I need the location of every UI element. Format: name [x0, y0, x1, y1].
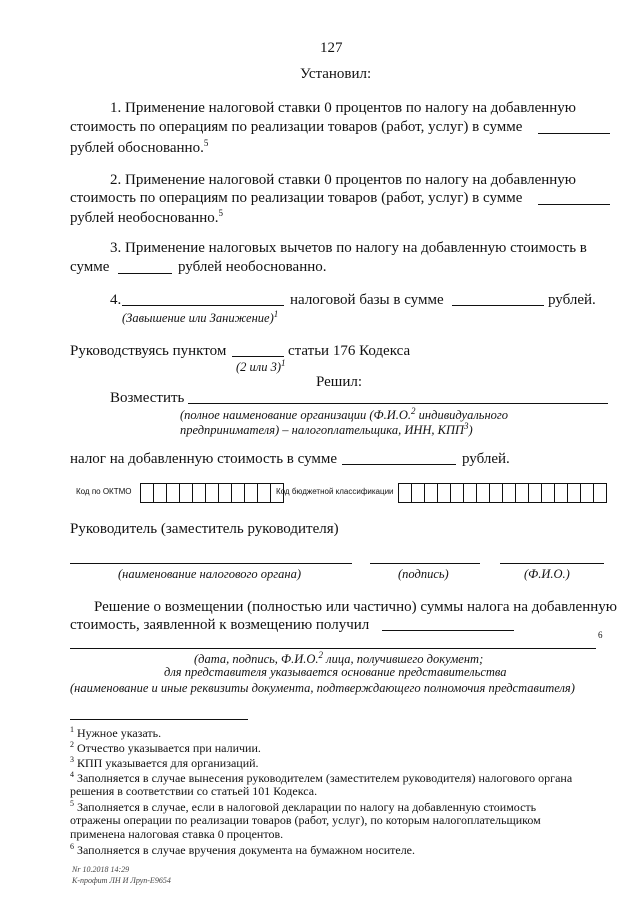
- signature-field[interactable]: [370, 563, 480, 564]
- footnote-4-line1: $^4$ Заполняется в случае вынесения руководителем (заместителем руководителя) налогового органа: [70, 770, 573, 785]
- guided-text: Руководствуясь пунктом: [70, 343, 227, 359]
- receipt-line1: Решение о возмещении (полностью или частично) суммы налога на добавленную: [94, 599, 617, 615]
- receipt-hint1: (дата, подпись, Ф.И.О.$^2$ лица, получившего документ;: [194, 650, 484, 667]
- vat-rub: рублей.: [462, 451, 510, 467]
- item1-line3: рублей обоснованно.$^5$: [70, 138, 209, 156]
- kbk-label: Код бюджетной классификации: [276, 487, 394, 496]
- item2-line2: стоимость по операциям по реализации товаров (работ, услуг) в сумме: [70, 190, 523, 206]
- receipt-hint2: для представителя указывается основание представительства: [164, 665, 507, 679]
- footnote-separator: [70, 719, 248, 720]
- receipt-footnote-mark: 6: [598, 630, 603, 640]
- footnote-1: $^1$ Нужное указать.: [70, 725, 162, 740]
- guided-hint: (2 или 3)$^1$: [236, 358, 286, 375]
- refund-hint-line1: (полное наименование организации (Ф.И.О.$^2$ индивидуального: [180, 406, 509, 423]
- item2-line3: рублей необоснованно.$^5$: [70, 208, 224, 226]
- vat-text: налог на добавленную стоимость в сумме: [70, 451, 338, 467]
- footnote-2: $^2$ Отчество указывается при наличии.: [70, 740, 261, 755]
- org-name-hint: (наименование налогового органа): [118, 567, 301, 581]
- item3-line2-tail: рублей необоснованно.: [178, 259, 327, 275]
- head-label: Руководитель (заместитель руководителя): [70, 521, 339, 537]
- item3-line1: 3. Применение налоговых вычетов по налогу на добавленную стоимость в: [110, 240, 587, 256]
- footnote-5-line1: $^5$ Заполняется в случае, если в налоговой декларации по налогу на добавленную стоимость: [70, 799, 537, 814]
- footnote-3: $^3$ КПП указывается для организаций.: [70, 755, 259, 770]
- refund-label: Возместить: [110, 390, 185, 406]
- item4-hint: (Завышение или Занижение)$^1$: [122, 309, 279, 326]
- item4-text: налоговой базы в сумме: [290, 292, 444, 308]
- receipt-details-field[interactable]: [70, 648, 596, 649]
- guided-point-field[interactable]: [232, 356, 284, 357]
- guided-article: статьи 176 Кодекса: [288, 343, 411, 359]
- item4-type-field[interactable]: [122, 305, 284, 306]
- refund-hint-line2: предпринимателя) – налогоплательщика, ИНН, КПП$^3$): [180, 421, 473, 438]
- established-heading: Установил:: [300, 66, 372, 82]
- receipt-hint3: (наименование и иные реквизиты документа, подтверждающего полномочия представителя): [70, 681, 575, 695]
- item1-amount-field[interactable]: [538, 133, 610, 134]
- item1-line2: стоимость по операциям по реализации товаров (работ, услуг) в сумме: [70, 119, 523, 135]
- item4-amount-field[interactable]: [452, 305, 544, 306]
- oktmo-cells[interactable]: [140, 483, 284, 503]
- name-field[interactable]: [500, 563, 604, 564]
- print-stamp-line2: К-профит ЛН И Лруп-Е9654: [72, 876, 171, 885]
- receipt-recipient-field[interactable]: [382, 630, 514, 631]
- item4-rub: рублей.: [548, 292, 596, 308]
- item3-sum-label: сумме: [70, 259, 110, 275]
- name-hint: (Ф.И.О.): [524, 567, 570, 581]
- refund-org-field[interactable]: [188, 403, 608, 404]
- oktmo-label: Код по ОКТМО: [76, 487, 132, 496]
- footnote-4-line2: решения в соответствии со статьей 101 Кодекса.: [70, 784, 318, 798]
- org-name-field[interactable]: [70, 563, 352, 564]
- footnote-5-line3: применена налоговая ставка 0 процентов.: [70, 827, 284, 841]
- footnote-5-line2: отражены операции по реализации товаров (работ, услуг), по которым налогоплательщиком: [70, 813, 541, 827]
- decided-heading: Решил:: [316, 374, 363, 390]
- page-number: 127: [320, 40, 343, 56]
- item4-number: 4.: [110, 292, 122, 308]
- item2-line1: 2. Применение налоговой ставки 0 процентов по налогу на добавленную: [110, 172, 577, 188]
- item2-amount-field[interactable]: [538, 204, 610, 205]
- item3-amount-field[interactable]: [118, 273, 172, 274]
- kbk-cells[interactable]: [398, 483, 607, 503]
- receipt-line2: стоимость, заявленной к возмещению получил: [70, 617, 370, 633]
- item1-line1: 1. Применение налоговой ставки 0 процентов по налогу на добавленную: [110, 100, 577, 116]
- vat-amount-field[interactable]: [342, 464, 456, 465]
- signature-hint: (подпись): [398, 567, 449, 581]
- print-stamp-line1: Nr 10.2018 14:29: [72, 865, 130, 874]
- footnote-6: $^6$ Заполняется в случае вручения документа на бумажном носителе.: [70, 842, 416, 857]
